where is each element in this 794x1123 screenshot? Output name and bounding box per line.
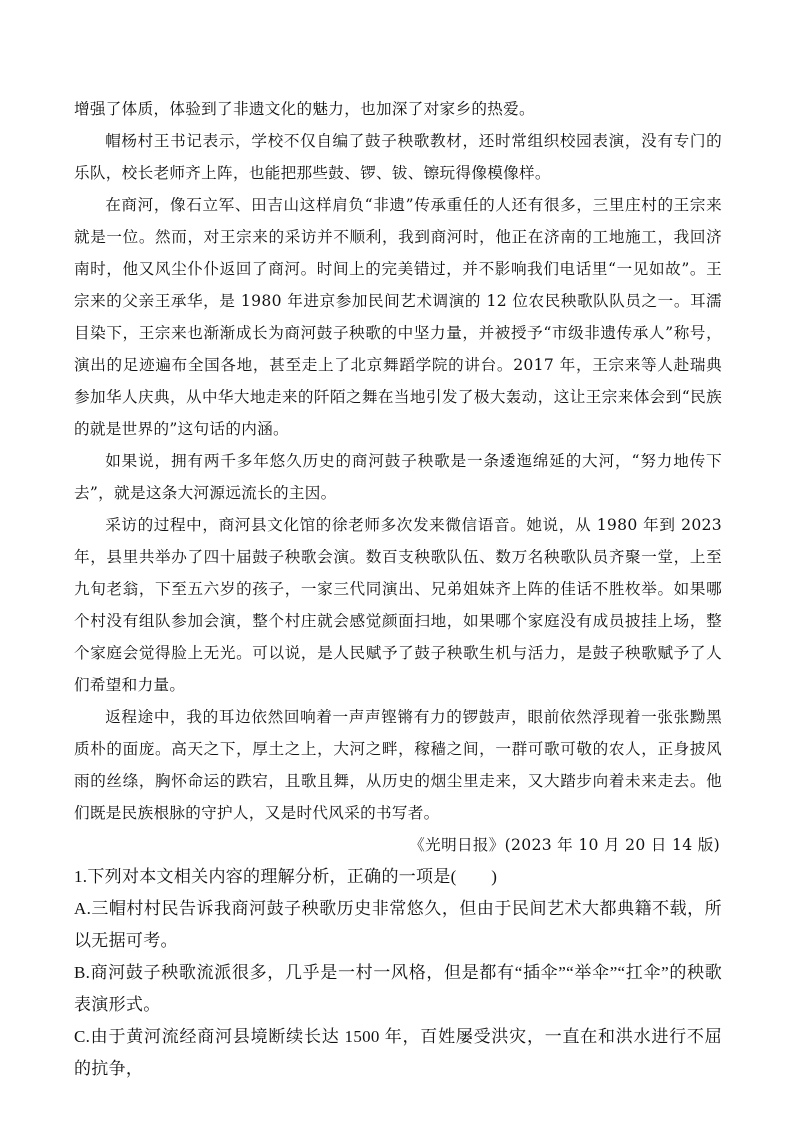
answer-option-c[interactable]: C.由于黄河流经商河县境断续长达 1500 年，百姓屡受洪灾，一直在和洪水进行不屈的抗争， bbox=[74, 1027, 722, 1078]
article-paragraph: 返程途中，我的耳边依然回响着一声声铿锵有力的锣鼓声，眼前依然浮现着一张张黝黑质朴的面庞。高天之下，厚土之上，大河之畔，稼穑之间，一群可歌可敬的农人，正身披风雨的丝绦，胸怀命运的跌宕，且歌且舞，从历史的烟尘里走来，又大踏步向着未来走去。他们既是民族根脉的守护人，又是时代风采的书写者。 bbox=[74, 708, 722, 822]
article-paragraph: 在商河，像石立军、田吉山这样肩负“非遗”传承重任的人还有很多，三里庄村的王宗来就是一位。然而，对王宗来的采访并不顺利，我到商河时，他正在济南的工地施工，我回济南时，他又风尘仆仆返回了商河。时间上的完美错过，并不影响我们电话里“一见如故”。王宗来的父亲王承华，是 1980 年进京参加民间艺术调演的 12 位农民秧歌队队员之一。耳濡目染下，王宗来也渐渐成长为商河鼓子秧歌的中坚力量，并被授予“市级非遗传承人”称号，演出的足迹遍布全国各地，甚至走上了北京舞蹈学院的讲台。2017 年，王宗来等人赴瑞典参加华人庆典，从中华大地走来的阡陌之舞在当地引发了极大轰动，这让王宗来体会到“民族的就是世界的”这句话的内涵。 bbox=[74, 196, 722, 438]
article-paragraph: 如果说，拥有两千多年悠久历史的商河鼓子秧歌是一条逶迤绵延的大河，“努力地传下去”，就是这条大河源远流长的主因。 bbox=[74, 452, 722, 502]
article-paragraph: 增强了体质，体验到了非遗文化的魅力，也加深了对家乡的热爱。 bbox=[74, 100, 535, 118]
article-body bbox=[74, 93, 722, 861]
article-paragraph: 采访的过程中，商河县文化馆的徐老师多次发来微信语音。她说，从 1980 年到 2023 年，县里共举办了四十届鼓子秧歌会演。数百支秧歌队伍、数万名秧歌队员齐聚一堂，上至九旬老翁，下至五六岁的孩子，一家三代同演出、兄弟姐妹齐上阵的佳话不胜枚举。如果哪个村没有组队参加会演，整个村庄就会感觉颜面扫地，如果哪个家庭没有成员披挂上场，整个家庭会觉得脸上无光。可以说，是人民赋予了鼓子秧歌生机与活力，是鼓子秧歌赋予了人们希望和力量。 bbox=[74, 516, 722, 694]
question-stem: 1.下列对本文相关内容的理解分析，正确的一项是( ) bbox=[74, 867, 498, 886]
question-section bbox=[74, 861, 722, 1085]
article-paragraph: 帽杨村王书记表示，学校不仅自编了鼓子秧歌教材，还时常组织校园表演，没有专门的乐队，校长老师齐上阵，也能把那些鼓、锣、钹、镲玩得像模像样。 bbox=[74, 132, 722, 182]
article-source: 《光明日报》(2023 年 10 月 20 日 14 版) bbox=[409, 836, 720, 854]
answer-option-b[interactable]: B.商河鼓子秧歌流派很多，几乎是一村一风格，但是都有“插伞”“举伞”“扛伞”的秧歌表演形式。 bbox=[74, 963, 722, 1014]
answer-option-a[interactable]: A.三帽村村民告诉我商河鼓子秧歌历史非常悠久，但由于民间艺术大都典籍不载，所以无据可考。 bbox=[74, 899, 722, 950]
